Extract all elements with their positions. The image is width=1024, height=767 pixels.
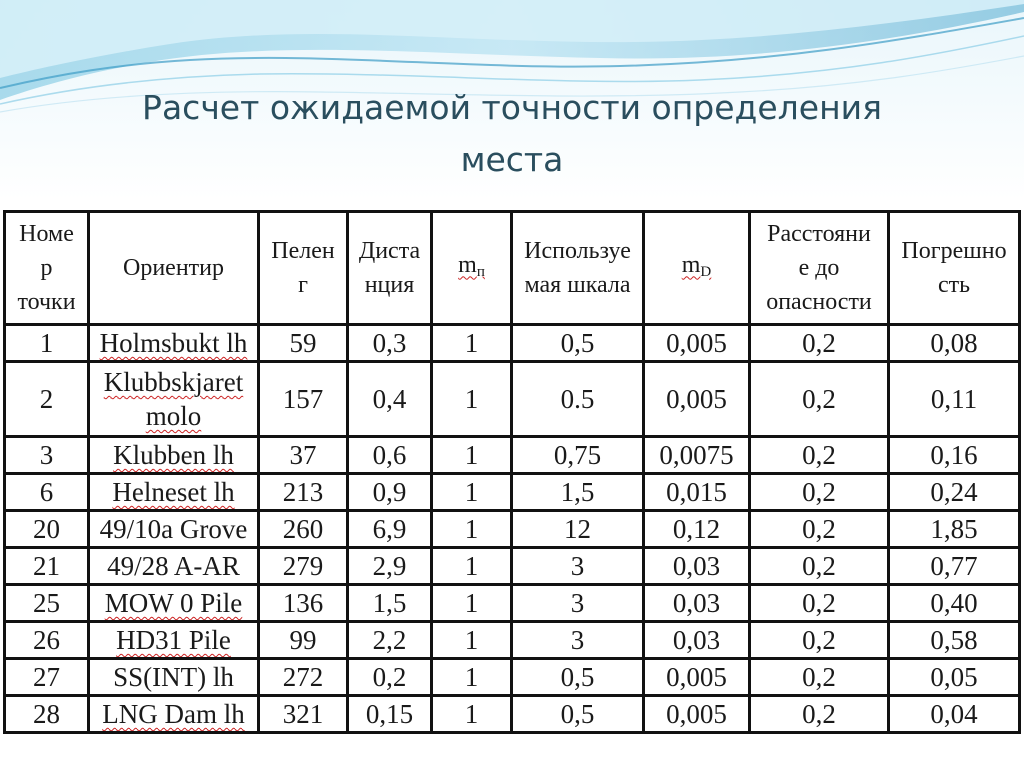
cell-distance: 2,9	[348, 548, 432, 585]
cell-landmark	[89, 696, 259, 733]
table-row	[5, 362, 1020, 437]
slide-title	[0, 82, 1024, 186]
header-m-d-label	[682, 252, 712, 278]
cell-mp: 1	[432, 548, 512, 585]
header-text: Пелен	[271, 238, 335, 264]
cell-danger: 0,2	[750, 585, 889, 622]
landmark-text: 49/10a Grove	[99, 514, 248, 544]
cell-landmark	[89, 548, 259, 585]
cell-bearing: 59	[259, 325, 348, 362]
cell-mp: 1	[432, 437, 512, 474]
cell-error: 0,11	[889, 362, 1020, 437]
header-distance	[348, 212, 432, 325]
cell-landmark	[89, 362, 259, 437]
header-text: Ориентир	[122, 255, 224, 281]
cell-danger: 0,2	[750, 659, 889, 696]
cell-md: 0,015	[644, 474, 750, 511]
landmark-text: MOW 0 Pile	[104, 588, 243, 618]
header-scale	[512, 212, 644, 325]
header-text: опасности	[766, 289, 872, 315]
cell-landmark	[89, 622, 259, 659]
cell-distance: 1,5	[348, 585, 432, 622]
header-text: нция	[364, 272, 415, 298]
cell-bearing: 136	[259, 585, 348, 622]
cell-md: 0,03	[644, 548, 750, 585]
header-text: точки	[17, 289, 76, 315]
table-row	[5, 325, 1020, 362]
landmark-text: Helneset lh	[112, 477, 235, 507]
cell-scale: 0,5	[512, 696, 644, 733]
cell-distance: 0,9	[348, 474, 432, 511]
table-row	[5, 474, 1020, 511]
cell-num: 3	[5, 437, 89, 474]
cell-bearing: 260	[259, 511, 348, 548]
header-text: мая шкала	[524, 272, 631, 298]
header-m-p-sub: п	[476, 263, 485, 280]
cell-danger: 0,2	[750, 696, 889, 733]
cell-scale: 0.5	[512, 362, 644, 437]
header-text: г	[298, 272, 308, 298]
cell-scale: 0,5	[512, 659, 644, 696]
table-row	[5, 511, 1020, 548]
landmark-text: molo	[145, 401, 202, 431]
cell-scale: 0,75	[512, 437, 644, 474]
cell-error: 0,40	[889, 585, 1020, 622]
landmark-text: Klubbskjaret	[103, 367, 244, 397]
cell-num: 1	[5, 325, 89, 362]
header-text: Используе	[524, 238, 631, 264]
header-m-d-base: m	[681, 251, 701, 278]
cell-num: 25	[5, 585, 89, 622]
cell-danger: 0,2	[750, 511, 889, 548]
cell-error: 0,24	[889, 474, 1020, 511]
cell-num: 27	[5, 659, 89, 696]
table-row	[5, 437, 1020, 474]
cell-mp: 1	[432, 325, 512, 362]
cell-landmark	[89, 585, 259, 622]
header-danger-distance	[750, 212, 889, 325]
landmark-line	[90, 399, 257, 433]
cell-scale: 0,5	[512, 325, 644, 362]
header-point-number	[5, 212, 89, 325]
header-text: Расстояни	[767, 221, 871, 247]
accuracy-table-container	[3, 210, 1018, 734]
header-text: сть	[937, 272, 971, 298]
cell-md: 0,0075	[644, 437, 750, 474]
header-landmark	[89, 212, 259, 325]
cell-danger: 0,2	[750, 548, 889, 585]
table-row	[5, 659, 1020, 696]
cell-md: 0,005	[644, 362, 750, 437]
cell-num: 28	[5, 696, 89, 733]
cell-distance: 6,9	[348, 511, 432, 548]
cell-num: 6	[5, 474, 89, 511]
title-line-1: Расчет ожидаемой точности определения	[142, 88, 882, 127]
cell-md: 0,005	[644, 696, 750, 733]
cell-md: 0,03	[644, 585, 750, 622]
landmark-line	[90, 365, 257, 399]
cell-mp: 1	[432, 585, 512, 622]
cell-num: 20	[5, 511, 89, 548]
cell-distance: 0,3	[348, 325, 432, 362]
cell-landmark	[89, 474, 259, 511]
header-bearing	[259, 212, 348, 325]
cell-danger: 0,2	[750, 325, 889, 362]
landmark-text: 49/28 A-AR	[107, 551, 240, 581]
header-text: р	[40, 255, 53, 281]
cell-mp: 1	[432, 511, 512, 548]
cell-md: 0,005	[644, 325, 750, 362]
cell-danger: 0,2	[750, 474, 889, 511]
header-m-d	[644, 212, 750, 325]
cell-bearing: 157	[259, 362, 348, 437]
table-row	[5, 696, 1020, 733]
cell-landmark	[89, 325, 259, 362]
cell-error: 1,85	[889, 511, 1020, 548]
landmark-text: HD31 Pile	[116, 625, 231, 655]
cell-distance: 0,4	[348, 362, 432, 437]
cell-landmark	[89, 511, 259, 548]
accuracy-table	[3, 210, 1021, 734]
table-row	[5, 622, 1020, 659]
cell-md: 0,03	[644, 622, 750, 659]
cell-bearing: 99	[259, 622, 348, 659]
cell-mp: 1	[432, 362, 512, 437]
cell-num: 21	[5, 548, 89, 585]
cell-md: 0,005	[644, 659, 750, 696]
cell-md: 0,12	[644, 511, 750, 548]
cell-landmark	[89, 437, 259, 474]
cell-bearing: 279	[259, 548, 348, 585]
header-error	[889, 212, 1020, 325]
cell-mp: 1	[432, 659, 512, 696]
header-text: е до	[798, 255, 840, 281]
cell-bearing: 213	[259, 474, 348, 511]
cell-mp: 1	[432, 696, 512, 733]
cell-scale: 3	[512, 622, 644, 659]
cell-scale: 3	[512, 548, 644, 585]
header-m-d-sub: D	[700, 263, 712, 280]
cell-danger: 0,2	[750, 622, 889, 659]
cell-error: 0,58	[889, 622, 1020, 659]
cell-scale: 12	[512, 511, 644, 548]
cell-scale: 1,5	[512, 474, 644, 511]
cell-num: 26	[5, 622, 89, 659]
landmark-text: SS(INT) lh	[113, 662, 234, 692]
cell-scale: 3	[512, 585, 644, 622]
table-row	[5, 585, 1020, 622]
cell-mp: 1	[432, 622, 512, 659]
cell-bearing: 272	[259, 659, 348, 696]
landmark-text: LNG Dam lh	[102, 699, 245, 729]
cell-danger: 0,2	[750, 437, 889, 474]
landmark-text: Klubben lh	[113, 440, 234, 470]
cell-distance: 2,2	[348, 622, 432, 659]
cell-distance: 0,6	[348, 437, 432, 474]
cell-error: 0,77	[889, 548, 1020, 585]
cell-bearing: 321	[259, 696, 348, 733]
cell-landmark	[89, 659, 259, 696]
cell-error: 0,05	[889, 659, 1020, 696]
table-row	[5, 548, 1020, 585]
header-text: Номе	[19, 221, 74, 247]
title-line-2: места	[460, 140, 564, 179]
cell-error: 0,08	[889, 325, 1020, 362]
cell-mp: 1	[432, 474, 512, 511]
cell-distance: 0,2	[348, 659, 432, 696]
cell-error: 0,04	[889, 696, 1020, 733]
cell-error: 0,16	[889, 437, 1020, 474]
cell-num: 2	[5, 362, 89, 437]
cell-bearing: 37	[259, 437, 348, 474]
header-m-p-base: m	[458, 251, 477, 278]
cell-danger: 0,2	[750, 362, 889, 437]
table-header-row	[5, 212, 1020, 325]
header-text: Погрешно	[901, 238, 1007, 264]
cell-distance: 0,15	[348, 696, 432, 733]
landmark-text: Holmsbukt lh	[99, 328, 248, 358]
header-m-p	[432, 212, 512, 325]
header-text: Диста	[358, 238, 421, 264]
header-m-p-label	[458, 252, 485, 278]
